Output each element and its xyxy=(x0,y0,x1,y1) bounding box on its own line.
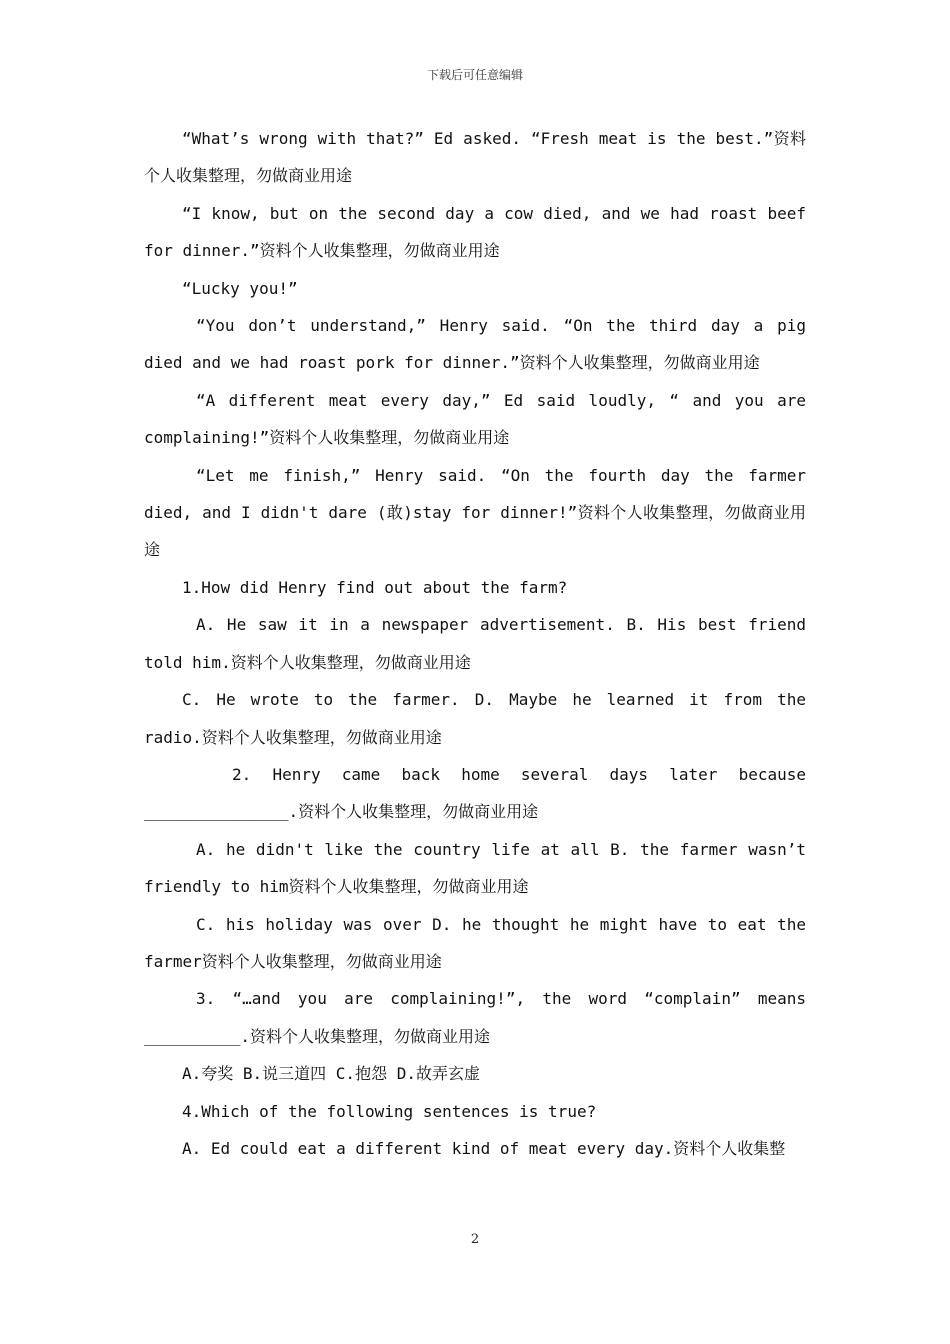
question-1: 1.How did Henry find out about the farm? xyxy=(182,577,568,597)
question-3-options: A.夸奖 B.说三道四 C.抱怨 D.故弄玄虚 xyxy=(182,1064,480,1084)
paragraph-dialogue-1: “What’s wrong with that?” Ed asked. “Fresh meat is the best.”资料个人收集整理，勿做商业用途 xyxy=(144,129,806,186)
question-2-options-ab: A. he didn't like the country life at all B. the farmer wasn’t friendly to him资料个人收集整理，勿做商业用途 xyxy=(144,839,806,897)
paragraph-dialogue-2: “I know, but on the second day a cow died, and we had roast beef for dinner.”资料个人收集整理，勿做商业用途 xyxy=(144,203,806,261)
paragraph-dialogue-4: “You don’t understand,” Henry said. “On the third day a pig died and we had roast pork for dinner.”资料个人收集整理，勿做商业用途 xyxy=(144,316,806,373)
page-number: 2 xyxy=(470,1232,480,1247)
question-4-option-a: A. Ed could eat a different kind of meat every day.资料个人收集整 xyxy=(182,1138,786,1158)
page-header: 下载后可任意编辑 xyxy=(426,68,523,82)
question-1-options-cd: C. He wrote to the farmer. D. Maybe he learned it from the radio.资料个人收集整理，勿做商业用途 xyxy=(144,690,806,747)
paragraph-dialogue-6: “Let me finish,” Henry said. “On the fourth day the farmer died, and I didn't dare (敢)stay for dinner!”资料个人收集整理，勿做商业用途 xyxy=(144,465,806,560)
paragraph-dialogue-3: “Lucky you!” xyxy=(182,278,298,298)
question-2: 2. Henry came back home several days later because _______________.资料个人收集整理，勿做商业用途 xyxy=(144,764,806,822)
question-4: 4.Which of the following sentences is true? xyxy=(182,1101,597,1121)
question-2-options-cd: C. his holiday was over D. he thought he might have to eat the farmer资料个人收集整理，勿做商业用途 xyxy=(144,914,806,971)
document-body xyxy=(144,120,806,1167)
question-1-options-ab: A. He saw it in a newspaper advertisement. B. His best friend told him.资料个人收集整理，勿做商业用途 xyxy=(144,615,806,672)
paragraph-dialogue-5: “A different meat every day,” Ed said loudly, “ and you are complaining!”资料个人收集整理，勿做商业用途 xyxy=(144,390,806,448)
question-3: 3. “…and you are complaining!”, the word “complain” means __________.资料个人收集整理，勿做商业用途 xyxy=(144,989,806,1046)
